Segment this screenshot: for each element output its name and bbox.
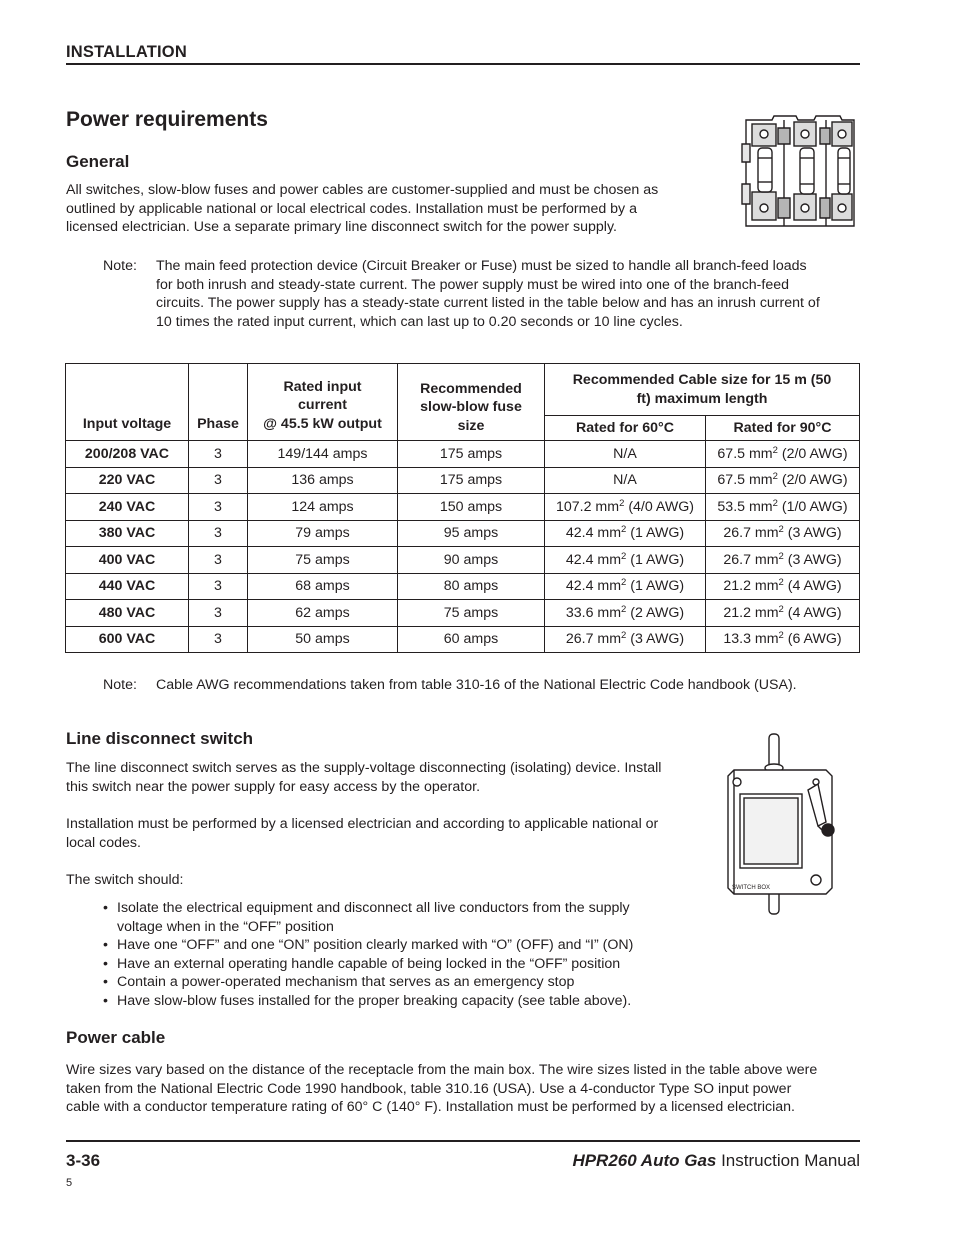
switch-box-illustration [722, 732, 848, 918]
cable-size-text: 107.2 mm [555, 498, 620, 515]
fuse-block-illustration [738, 114, 858, 230]
cell-input-voltage: 600 VAC [66, 626, 189, 653]
cable-size-text: 26.7 mm [723, 525, 779, 542]
text-line: All switches, slow-blow fuses and power cables are customer-supplied and must be chosen as [66, 182, 659, 198]
cell-cable-60c [545, 467, 706, 494]
cable-size-text: 21.2 mm [723, 578, 779, 595]
cable-size-text: N/A [613, 445, 637, 462]
footer-rule [66, 1140, 860, 1142]
note-text: Cable AWG recommendations taken from table 310-16 of the National Electric Code handbook (USA). [156, 677, 797, 693]
cell-rated-current: 62 amps [248, 600, 398, 627]
cell-phase: 3 [189, 467, 248, 494]
cable-size-text: (3 AWG) [783, 551, 842, 568]
cable-size-text: 13.3 mm [723, 631, 779, 648]
note-label: Note: [103, 258, 137, 274]
cell-input-voltage: 400 VAC [66, 547, 189, 574]
table-row [66, 573, 860, 600]
text-line: • Have slow-blow fuses installed for the proper breaking capacity (see table above). [117, 992, 632, 1009]
col-header-cable [545, 364, 860, 416]
note-label: Note: [103, 677, 137, 693]
line-disconnect-para2 [66, 815, 658, 852]
cable-size-text: 67.5 mm [717, 472, 773, 489]
col-header-rated-current [248, 364, 398, 441]
table-body [66, 441, 860, 653]
cable-size-text: (1/0 AWG) [777, 498, 848, 515]
cell-input-voltage: 440 VAC [66, 573, 189, 600]
text-line: circuits. The power supply has a steady-state current listed in the table below and has an inrush current of [156, 295, 820, 312]
note-awg [103, 676, 863, 696]
header-line: @ 45.5 kW output [263, 415, 382, 432]
header-line: Recommended Cable size for 15 m (50 [572, 372, 832, 388]
unit-exponent: 2 [772, 444, 778, 456]
cable-size-text: 67.5 mm [717, 445, 773, 462]
manual-title [572, 1150, 860, 1172]
section-header: INSTALLATION [66, 43, 187, 61]
unit-exponent: 2 [772, 471, 778, 483]
cable-size-text: 26.7 mm [723, 551, 779, 568]
unit-exponent: 2 [621, 550, 627, 562]
line-disconnect-heading: Line disconnect switch [66, 729, 254, 748]
unit-exponent: 2 [772, 497, 778, 509]
cell-cable-90c [706, 520, 860, 547]
cell-fuse-size: 150 amps [398, 494, 545, 521]
cable-size-text: (2/0 AWG) [777, 472, 848, 489]
text-line: • Isolate the electrical equipment and disconnect all live conductors from the supply [117, 900, 630, 916]
cell-phase: 3 [189, 441, 248, 468]
line-disconnect-para3: The switch should: [66, 872, 184, 888]
unit-exponent: 2 [621, 577, 627, 589]
cable-size-text: 53.5 mm [717, 498, 773, 515]
switch-requirements-list [103, 899, 633, 1011]
cell-rated-current: 79 amps [248, 520, 398, 547]
cell-rated-current: 50 amps [248, 626, 398, 653]
unit-exponent: 2 [778, 630, 784, 642]
text-line: • Have one “OFF” and one “ON” position clearly marked with “O” (OFF) and “I” (ON) [117, 937, 634, 954]
cell-input-voltage: 200/208 VAC [66, 441, 189, 468]
cable-size-text: 21.2 mm [723, 604, 779, 621]
cell-fuse-size: 80 amps [398, 573, 545, 600]
cell-fuse-size: 175 amps [398, 467, 545, 494]
cell-cable-60c [545, 520, 706, 547]
cell-rated-current: 149/144 amps [248, 441, 398, 468]
cable-size-text: 42.4 mm [565, 525, 622, 542]
col-header-fuse [398, 364, 545, 441]
text-line: voltage when in the “OFF” position [117, 918, 334, 935]
cell-phase: 3 [189, 494, 248, 521]
cell-phase: 3 [189, 573, 248, 600]
header-line: size [457, 417, 485, 434]
general-text [66, 181, 658, 237]
cell-cable-60c [545, 573, 706, 600]
header-rule [66, 63, 860, 65]
cell-fuse-size: 75 amps [398, 600, 545, 627]
cell-fuse-size: 95 amps [398, 520, 545, 547]
text-line: • Have an external operating handle capable of being locked in the “OFF” position [117, 955, 621, 972]
text-line: The main feed protection device (Circuit Breaker or Fuse) must be sized to handle all branch-feed loads [156, 258, 807, 274]
cell-phase: 3 [189, 547, 248, 574]
power-cable-heading: Power cable [66, 1028, 166, 1047]
page-title: Power requirements [66, 108, 268, 131]
cell-fuse-size: 60 amps [398, 626, 545, 653]
unit-exponent: 2 [778, 524, 784, 536]
text-line: taken from the National Electric Code 1990 handbook, table 310.16 (USA). Use a 4-conductor Type SO input power [66, 1080, 792, 1097]
cable-size-text: (4 AWG) [783, 604, 842, 621]
cable-size-text: (6 AWG) [783, 631, 842, 648]
cell-cable-60c [545, 600, 706, 627]
cell-rated-current: 124 amps [248, 494, 398, 521]
text-line: cable with a conductor temperature rating of 60° C (140° F). Installation must be performed by a licensed electrician. [66, 1099, 795, 1116]
table-row [66, 626, 860, 653]
cable-size-text: 42.4 mm [565, 551, 622, 568]
cable-size-text: 26.7 mm [565, 631, 622, 648]
revision-number: 5 [66, 1177, 73, 1189]
cell-cable-90c [706, 547, 860, 574]
cable-size-text: (4/0 AWG) [624, 498, 695, 515]
cell-fuse-size: 90 amps [398, 547, 545, 574]
col-header-rated-60: Rated for 60°C [545, 416, 706, 441]
header-line: slow-blow fuse [420, 399, 522, 415]
header-line: Recommended [420, 380, 522, 397]
text-line: Installation must be performed by a licensed electrician and according to applicable national or [66, 816, 659, 832]
cell-cable-90c [706, 441, 860, 468]
switch-box-label: SWITCH BOX [732, 885, 771, 891]
text-line: licensed electrician. Use a separate primary line disconnect switch for the power supply. [66, 219, 617, 236]
cell-phase: 3 [189, 626, 248, 653]
manual-label: Instruction Manual [716, 1151, 860, 1170]
cable-size-text: (2/0 AWG) [777, 445, 848, 462]
cable-size-text: (3 AWG) [626, 631, 685, 648]
page-number: 3-36 [66, 1151, 101, 1170]
note-inrush [103, 257, 863, 333]
col-header-rated-90: Rated for 90°C [706, 416, 860, 441]
cable-size-text: (2 AWG) [626, 604, 685, 621]
list-item [103, 973, 633, 992]
cell-cable-60c [545, 547, 706, 574]
cell-rated-current: 75 amps [248, 547, 398, 574]
header-line: Rated input [283, 378, 362, 395]
general-heading: General [66, 152, 130, 171]
header-line: ft) maximum length [636, 390, 768, 407]
cell-cable-90c [706, 494, 860, 521]
unit-exponent: 2 [778, 550, 784, 562]
list-item [103, 955, 633, 974]
cell-cable-60c [545, 441, 706, 468]
cell-cable-90c [706, 600, 860, 627]
text-line: The line disconnect switch serves as the supply-voltage disconnecting (isolating) device. Install [66, 760, 662, 776]
cell-cable-60c [545, 626, 706, 653]
col-header-phase: Phase [189, 364, 248, 441]
list-item [103, 992, 633, 1011]
power-cable-text [66, 1061, 817, 1117]
cell-cable-90c [706, 573, 860, 600]
cable-size-text: (1 AWG) [626, 551, 685, 568]
unit-exponent: 2 [621, 603, 627, 615]
cable-size-text: (3 AWG) [783, 525, 842, 542]
cell-cable-90c [706, 467, 860, 494]
table-row [66, 467, 860, 494]
text-line: Wire sizes vary based on the distance of the receptacle from the main box. The wire sizes listed in the table above were [66, 1062, 818, 1078]
cell-cable-90c [706, 626, 860, 653]
cell-rated-current: 68 amps [248, 573, 398, 600]
cell-fuse-size: 175 amps [398, 441, 545, 468]
text-line: for both inrush and steady-state current. The power supply must be wired into one of the branch-feed [156, 276, 790, 293]
cable-size-text: 33.6 mm [565, 604, 622, 621]
table-row [66, 520, 860, 547]
unit-exponent: 2 [778, 603, 784, 615]
cable-size-text: (1 AWG) [626, 525, 685, 542]
unit-exponent: 2 [778, 577, 784, 589]
cell-cable-60c [545, 494, 706, 521]
text-line: • Contain a power-operated mechanism that serves as an emergency stop [117, 974, 575, 991]
text-line: outlined by applicable national or local electrical codes. Installation must be performed by a [66, 200, 637, 217]
unit-exponent: 2 [621, 630, 627, 642]
list-item [103, 899, 633, 936]
cable-size-text: N/A [613, 472, 637, 489]
cell-input-voltage: 220 VAC [66, 467, 189, 494]
cable-size-text: (1 AWG) [626, 578, 685, 595]
table-row [66, 441, 860, 468]
note-text [156, 257, 863, 331]
header-line: current [298, 397, 347, 413]
line-disconnect-para1 [66, 759, 661, 796]
cable-size-text: 42.4 mm [565, 578, 622, 595]
cell-phase: 3 [189, 600, 248, 627]
list-item [103, 936, 633, 955]
unit-exponent: 2 [619, 497, 625, 509]
table-row [66, 494, 860, 521]
cell-phase: 3 [189, 520, 248, 547]
text-line: this switch near the power supply for easy access by the operator. [66, 778, 481, 795]
text-line: local codes. [66, 834, 141, 851]
table-row [66, 547, 860, 574]
cell-input-voltage: 480 VAC [66, 600, 189, 627]
table-row [66, 600, 860, 627]
cell-input-voltage: 380 VAC [66, 520, 189, 547]
cable-size-text: (4 AWG) [783, 578, 842, 595]
cell-rated-current: 136 amps [248, 467, 398, 494]
text-line: 10 times the rated input current, which can last up to 0.20 seconds or 10 line cycles. [156, 313, 683, 330]
col-header-input-voltage: Input voltage [66, 364, 189, 441]
model-name: HPR260 Auto Gas [572, 1151, 717, 1170]
power-requirements-table [65, 363, 860, 653]
unit-exponent: 2 [621, 524, 627, 536]
cell-input-voltage: 240 VAC [66, 494, 189, 521]
